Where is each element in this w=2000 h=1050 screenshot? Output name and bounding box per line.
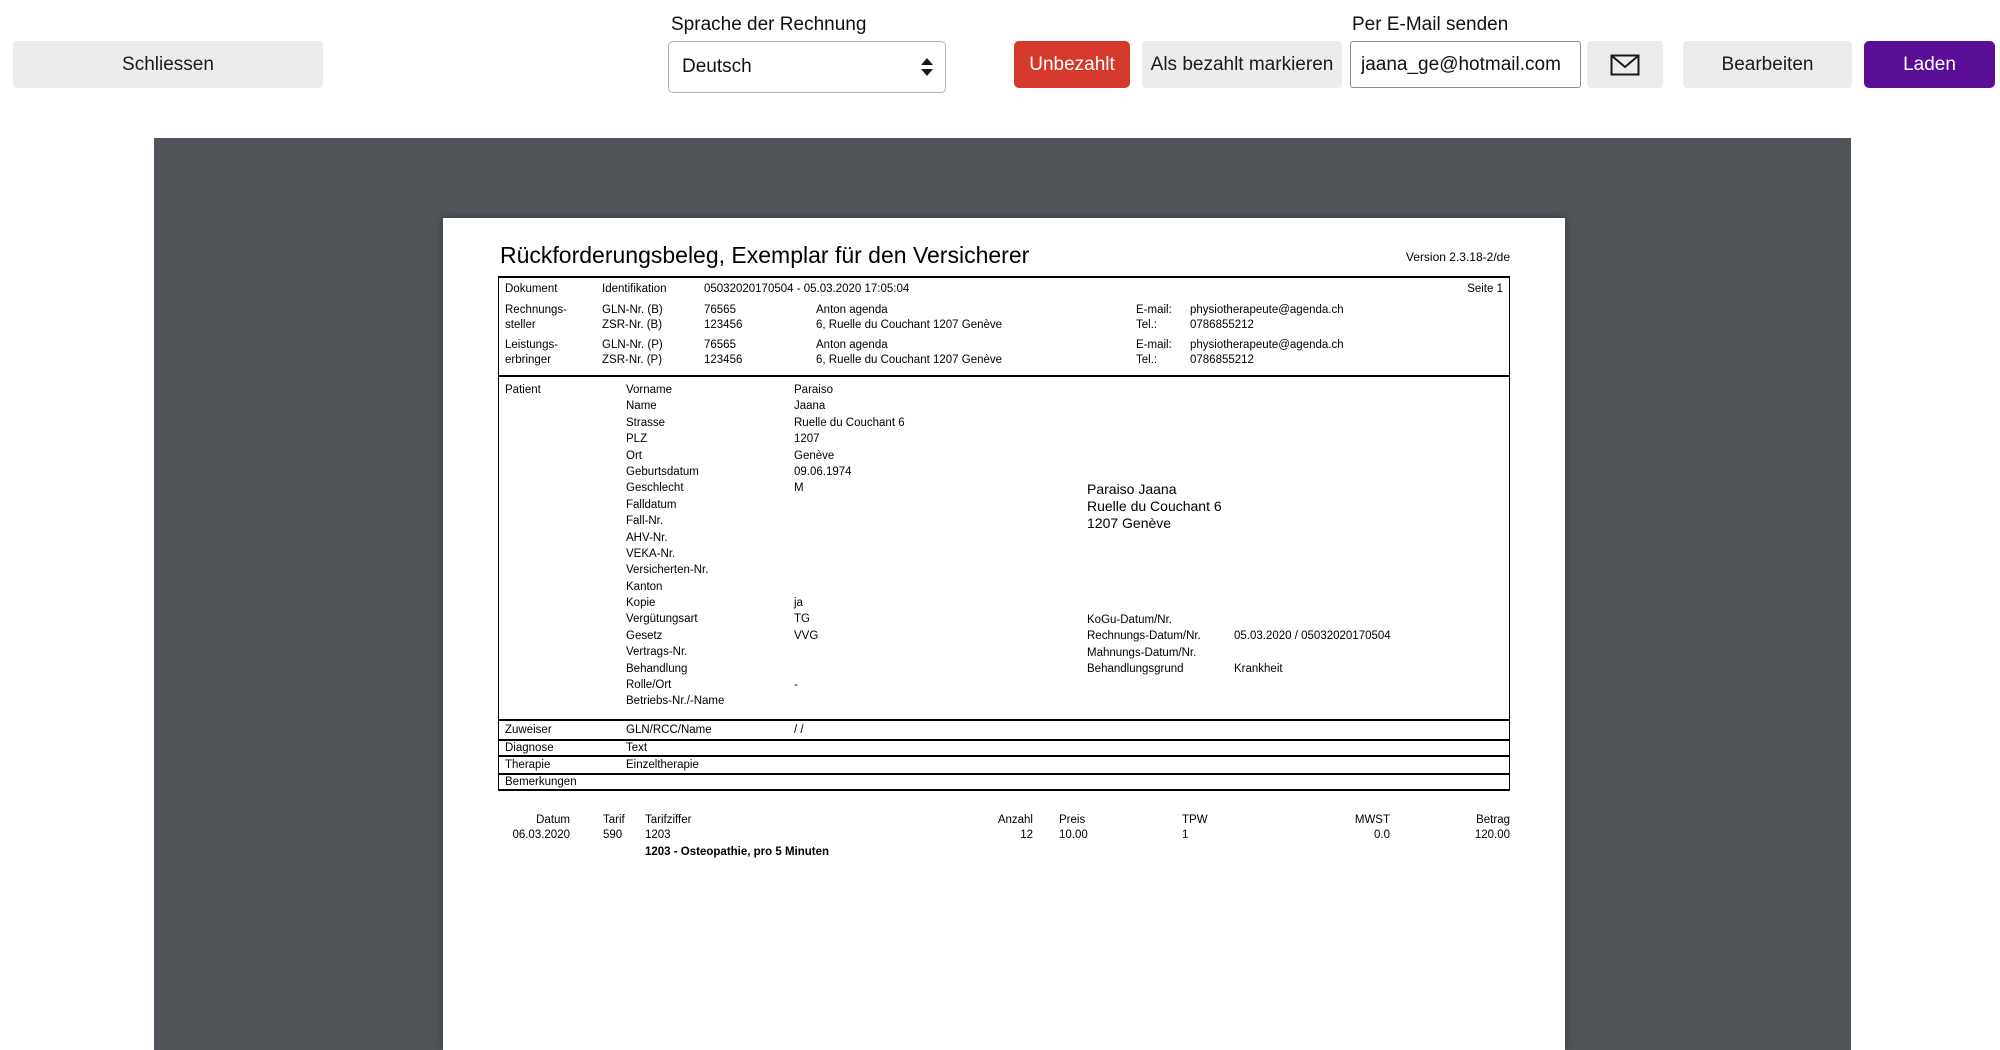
- item-tpw: 1: [1182, 829, 1189, 841]
- document-identification-section: [499, 278, 1509, 375]
- biller-label: Rechnungs-: [505, 304, 568, 316]
- patient-field-label: Geschlecht: [626, 482, 684, 495]
- patient-section-label: Patient: [505, 384, 541, 396]
- close-button[interactable]: Schliessen: [13, 41, 323, 88]
- diagnose-label: Diagnose: [505, 742, 554, 754]
- patient-field-value: Jaana: [794, 400, 826, 413]
- meta-field-label: Behandlungsgrund: [1087, 663, 1184, 676]
- email-input[interactable]: [1350, 41, 1581, 88]
- provider-email-label: E-mail:: [1136, 339, 1172, 351]
- meta-field-label: Mahnungs-Datum/Nr.: [1087, 646, 1197, 659]
- patient-field-label: Vertrags-Nr.: [626, 646, 688, 659]
- zsr-p-label: ZSR-Nr. (P): [602, 353, 663, 366]
- biller-tel-value: 0786855212: [1190, 318, 1254, 331]
- patient-field-label: Falldatum: [626, 498, 677, 511]
- invoice-meta-block: [1087, 613, 1391, 679]
- patient-address-line: Ruelle du Couchant 6: [1087, 498, 1222, 514]
- patient-field-label: Strasse: [626, 416, 665, 429]
- biller-tel-label: Tel.:: [1136, 318, 1158, 331]
- unpaid-status-button[interactable]: Unbezahlt: [1014, 41, 1130, 88]
- patient-section: [499, 375, 1509, 719]
- diagnose-value: Text: [626, 742, 648, 754]
- patient-field-value: 09.06.1974: [794, 465, 852, 478]
- invoice-language-label: Sprache der Rechnung: [671, 14, 867, 35]
- patient-field-value: Paraiso: [794, 384, 833, 396]
- col-preis: Preis: [1059, 814, 1086, 826]
- envelope-icon: [1610, 54, 1640, 76]
- patient-field-label: Kanton: [626, 580, 663, 593]
- invoice-language-value: Deutsch: [682, 56, 752, 77]
- patient-field-label: PLZ: [626, 433, 648, 446]
- patient-field-value: Genève: [794, 449, 835, 462]
- patient-field-label: Vorname: [626, 384, 673, 396]
- patient-field-value: 1207: [794, 433, 820, 446]
- diagnose-row: [499, 739, 1509, 755]
- dokument-row: [505, 282, 1503, 297]
- col-tpw: TPW: [1182, 814, 1208, 826]
- item-betrag: 120.00: [1474, 829, 1510, 841]
- gln-b-label: GLN-Nr. (B): [602, 304, 663, 316]
- gln-p-value: 76565: [704, 339, 736, 351]
- line-item-row: [498, 829, 1510, 844]
- zuweiser-field: GLN/RCC/Name: [626, 723, 712, 736]
- provider-tel-value: 0786855212: [1190, 353, 1254, 366]
- col-datum: Datum: [536, 814, 570, 826]
- provider-name: Anton agenda: [816, 339, 888, 351]
- patient-field-value: Ruelle du Couchant 6: [794, 416, 905, 429]
- biller-row-2: [505, 318, 1503, 333]
- col-tarif: Tarif: [603, 814, 625, 826]
- patient-field-value: TG: [794, 613, 810, 626]
- document-page: [443, 218, 1565, 1050]
- biller-row-1: [505, 303, 1503, 318]
- zsr-p-value: 123456: [704, 353, 743, 366]
- patient-address-line: 1207 Genève: [1087, 515, 1172, 531]
- therapie-value: Einzeltherapie: [626, 758, 699, 771]
- patient-field-label: Ort: [626, 449, 642, 462]
- page-number: Seite 1: [1467, 283, 1503, 295]
- zuweiser-row: [499, 719, 1509, 739]
- col-tarifziffer: Tarifziffer: [645, 814, 692, 826]
- item-mwst: 0.0: [1374, 829, 1390, 841]
- send-email-label: Per E-Mail senden: [1352, 14, 1509, 35]
- bemerkungen-label: Bemerkungen: [505, 776, 577, 788]
- gln-b-value: 76565: [704, 304, 736, 316]
- zuweiser-value: / /: [794, 723, 804, 736]
- pdf-viewer: [154, 138, 1851, 1050]
- line-items-header: [498, 814, 1510, 829]
- invoice-header-table: [498, 276, 1510, 791]
- provider-label-2: erbringer: [505, 353, 552, 366]
- identifikation-value: 05032020170504 - 05.03.2020 17:05:04: [704, 283, 910, 295]
- item-tarif: 590: [603, 829, 623, 841]
- biller-label-2: steller: [505, 318, 536, 331]
- meta-field-label: KoGu-Datum/Nr.: [1087, 614, 1172, 626]
- line-items-table: [498, 814, 1510, 861]
- therapie-row: [499, 755, 1509, 773]
- patient-field-label: Kopie: [626, 597, 656, 610]
- patient-field-value: M: [794, 482, 804, 495]
- patient-field-value: VVG: [794, 629, 819, 642]
- patient-field-label: Behandlung: [626, 662, 688, 675]
- patient-field-label: Versicherten-Nr.: [626, 564, 709, 577]
- meta-field-label: Rechnungs-Datum/Nr.: [1087, 630, 1201, 643]
- biller-address: 6, Ruelle du Couchant 1207 Genève: [816, 318, 1003, 331]
- col-betrag: Betrag: [1476, 814, 1510, 826]
- load-button[interactable]: Laden: [1864, 41, 1995, 88]
- patient-field-label: Fall-Nr.: [626, 515, 664, 528]
- biller-email-value: physiotherapeute@agenda.ch: [1190, 304, 1344, 316]
- send-email-button[interactable]: [1587, 41, 1663, 88]
- invoice-language-select[interactable]: [668, 41, 946, 93]
- patient-field-label: AHV-Nr.: [626, 531, 668, 544]
- zsr-b-label: ZSR-Nr. (B): [602, 318, 663, 331]
- patient-field-label: Geburtsdatum: [626, 465, 699, 478]
- edit-button[interactable]: Bearbeiten: [1683, 41, 1852, 88]
- identifikation-label: Identifikation: [602, 283, 667, 295]
- provider-label: Leistungs-: [505, 339, 559, 351]
- patient-field-label: Name: [626, 400, 657, 413]
- zsr-b-value: 123456: [704, 318, 743, 331]
- dokument-label: Dokument: [505, 283, 558, 295]
- version-text: Version 2.3.18-2/de: [1405, 250, 1510, 264]
- item-anzahl: 12: [1020, 829, 1033, 841]
- provider-row-1: [505, 338, 1503, 353]
- patient-field-value: ja: [794, 597, 803, 610]
- patient-field-value: -: [794, 679, 798, 692]
- line-item-description: 1203 - Osteopathie, pro 5 Minuten: [645, 846, 830, 858]
- item-tarifziffer: 1203: [645, 829, 671, 841]
- patient-address-block: [1087, 481, 1222, 532]
- chevron-updown-icon: [921, 42, 933, 92]
- patient-field-label: Gesetz: [626, 629, 663, 642]
- therapie-label: Therapie: [505, 758, 551, 771]
- gln-p-label: GLN-Nr. (P): [602, 339, 663, 351]
- patient-field-label: VEKA-Nr.: [626, 547, 676, 560]
- provider-address: 6, Ruelle du Couchant 1207 Genève: [816, 353, 1003, 366]
- mark-paid-button[interactable]: Als bezahlt markieren: [1142, 41, 1342, 88]
- meta-field-value: 05.03.2020 / 05032020170504: [1234, 630, 1391, 643]
- item-preis: 10.00: [1059, 829, 1088, 841]
- patient-field-label: Vergütungsart: [626, 613, 698, 626]
- patient-address-line: Paraiso Jaana: [1087, 481, 1177, 497]
- provider-tel-label: Tel.:: [1136, 353, 1158, 366]
- biller-name: Anton agenda: [816, 304, 888, 316]
- provider-row-2: [505, 353, 1503, 368]
- col-anzahl: Anzahl: [997, 814, 1033, 826]
- provider-email-value: physiotherapeute@agenda.ch: [1190, 339, 1344, 351]
- item-datum: 06.03.2020: [512, 829, 570, 841]
- zuweiser-label: Zuweiser: [505, 723, 552, 736]
- col-mwst: MWST: [1354, 814, 1390, 826]
- bemerkungen-row: [499, 773, 1509, 789]
- patient-field-label: Rolle/Ort: [626, 679, 672, 692]
- document-title: Rückforderungsbeleg, Exemplar für den Versicherer: [500, 242, 1030, 268]
- biller-email-label: E-mail:: [1136, 304, 1172, 316]
- patient-field-label: Betriebs-Nr./-Name: [626, 695, 725, 708]
- meta-field-value: Krankheit: [1234, 663, 1283, 676]
